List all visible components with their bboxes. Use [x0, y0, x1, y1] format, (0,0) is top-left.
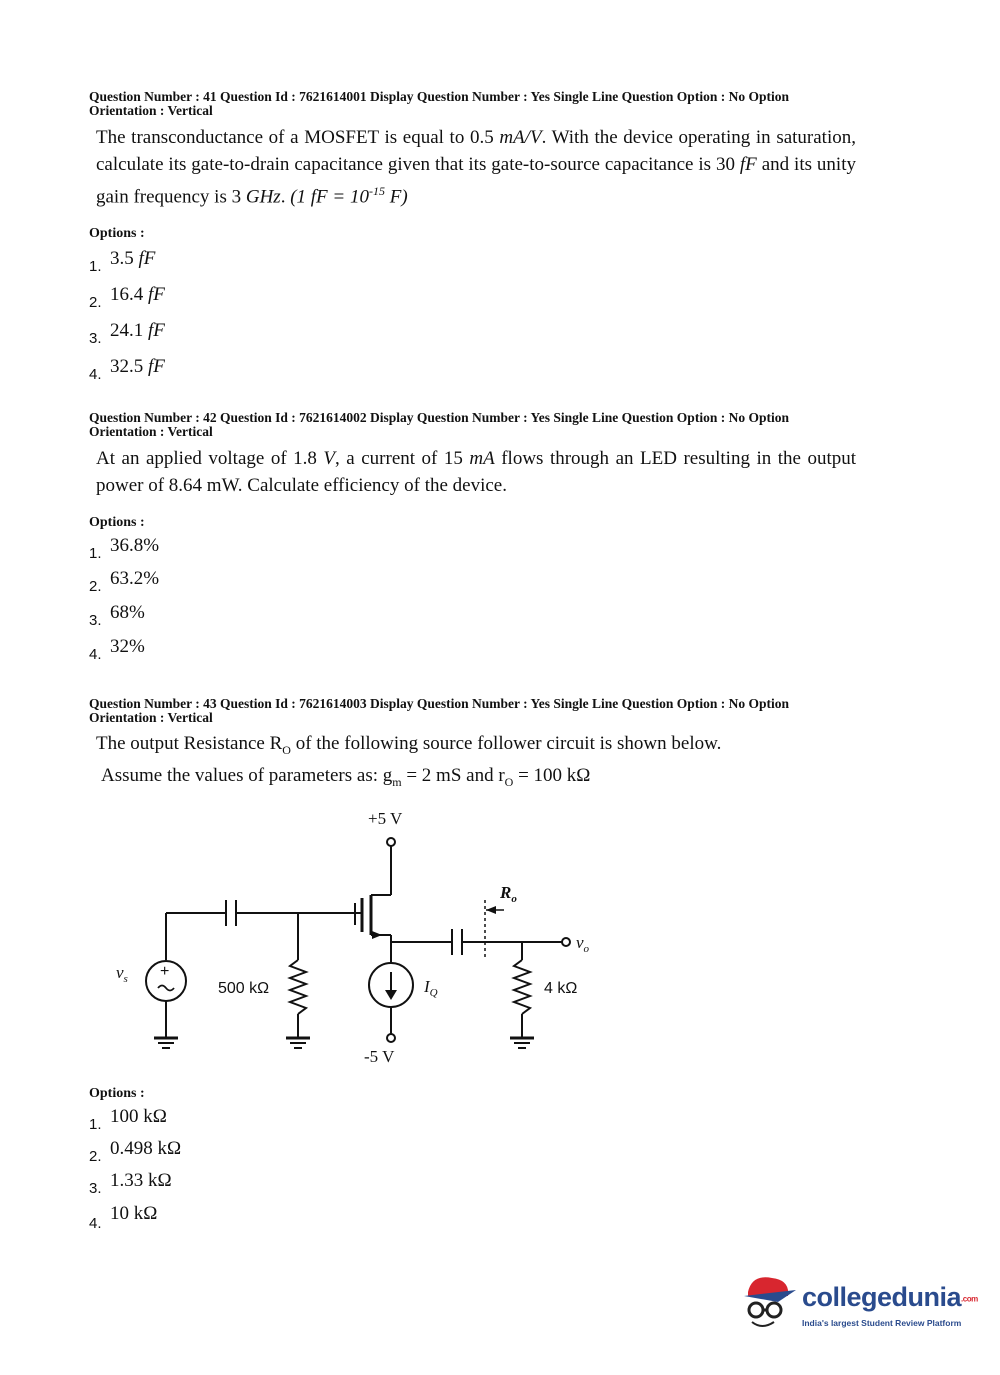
options-label: Options : — [89, 515, 145, 530]
question-stem: The output Resistance $R_O$ of the following source follower circuit is shown below. Assume the values of parameters as: $g_m = 2$ mS and $r_O = 100$ kΩ — [96, 733, 722, 789]
output-terminal — [562, 938, 570, 946]
option-4[interactable]: 4. 32.5 fF — [89, 356, 165, 384]
question-43-options — [89, 1086, 869, 1237]
vss-label: -5 V — [364, 1047, 395, 1066]
brand-tagline: India's largest Student Review Platform — [802, 1318, 962, 1328]
option-3[interactable]: 3. 24.1 fF — [89, 320, 165, 348]
option-2[interactable]: 2. 0.498 kΩ — [89, 1138, 182, 1165]
question-stem: The transconductance of a MOSFET is equal to 0.5 mA/V. With the device operating in saturation, calculate its gate-to-drain capacitance given that its gate-to-source capacitance is 30 fF and its unity gain frequency is 3 GHz. (1 fF = $10^{-15}$ F) — [96, 127, 856, 208]
option-1[interactable]: 1. 36.8% — [89, 535, 160, 562]
options-list — [89, 248, 869, 392]
question-42 — [89, 411, 869, 670]
mascot-icon — [738, 1270, 800, 1336]
collegedunia-logo — [738, 1270, 978, 1340]
question-meta: Question Number : 42 Question Id : 7621614002 Display Question Number : Yes Single Line Question Option : No Option — [89, 410, 789, 425]
vss-terminal — [387, 1034, 395, 1042]
vo-label: $v_o$ — [576, 933, 590, 955]
question-meta-orientation: Orientation : Vertical — [89, 424, 213, 439]
resistor-500k — [290, 960, 306, 1014]
option-1[interactable]: 1. 3.5 fF — [89, 248, 156, 276]
options-label: Options : — [89, 226, 145, 242]
question-meta: Question Number : 41 Question Id : 7621614001 Display Question Number : Yes Single Line Question Option : No Option — [89, 89, 789, 104]
ro-arrow-icon — [486, 906, 496, 914]
question-meta-orientation: Orientation : Vertical — [89, 710, 213, 725]
options-list — [89, 535, 869, 670]
option-4[interactable]: 4. 32% — [89, 636, 145, 663]
brand-name: collegedunia.com — [802, 1282, 978, 1312]
options-label: Options : — [89, 1086, 145, 1101]
vs-label: $v_s$ — [116, 963, 128, 985]
resistor-4k — [514, 960, 530, 1014]
svg-text:+: + — [160, 963, 170, 980]
option-2[interactable]: 2. 63.2% — [89, 568, 160, 595]
question-43 — [89, 697, 869, 795]
option-3[interactable]: 3. 68% — [89, 602, 145, 629]
question-meta-orientation: Orientation : Vertical — [89, 103, 213, 118]
vdd-terminal — [387, 838, 395, 846]
question-meta: Question Number : 43 Question Id : 7621614003 Display Question Number : Yes Single Line Question Option : No Option — [89, 696, 789, 711]
options-list — [89, 1106, 869, 1237]
arrow-down-icon — [385, 990, 397, 1000]
option-4[interactable]: 4. 10 kΩ — [89, 1203, 158, 1232]
option-2[interactable]: 2. 16.4 fF — [89, 284, 165, 312]
resistor-500k-label: 500 kΩ — [218, 980, 270, 997]
iq-label: $I_Q$ — [424, 977, 438, 999]
sine-icon — [158, 986, 174, 991]
question-41 — [89, 90, 869, 392]
mosfet-arrow — [372, 931, 382, 939]
vdd-label: +5 V — [368, 809, 403, 828]
source-follower-circuit — [100, 800, 640, 1080]
ro-label: $R_o$ — [500, 883, 517, 905]
option-1[interactable]: 1. 100 kΩ — [89, 1106, 167, 1133]
question-stem: At an applied voltage of 1.8 V, a current of 15 mA flows through an LED resulting in the output power of 8.64 mW. Calculate efficiency of the device. — [96, 448, 857, 496]
resistor-4k-label: 4 kΩ — [544, 980, 578, 997]
option-3[interactable]: 3. 1.33 kΩ — [89, 1170, 172, 1197]
